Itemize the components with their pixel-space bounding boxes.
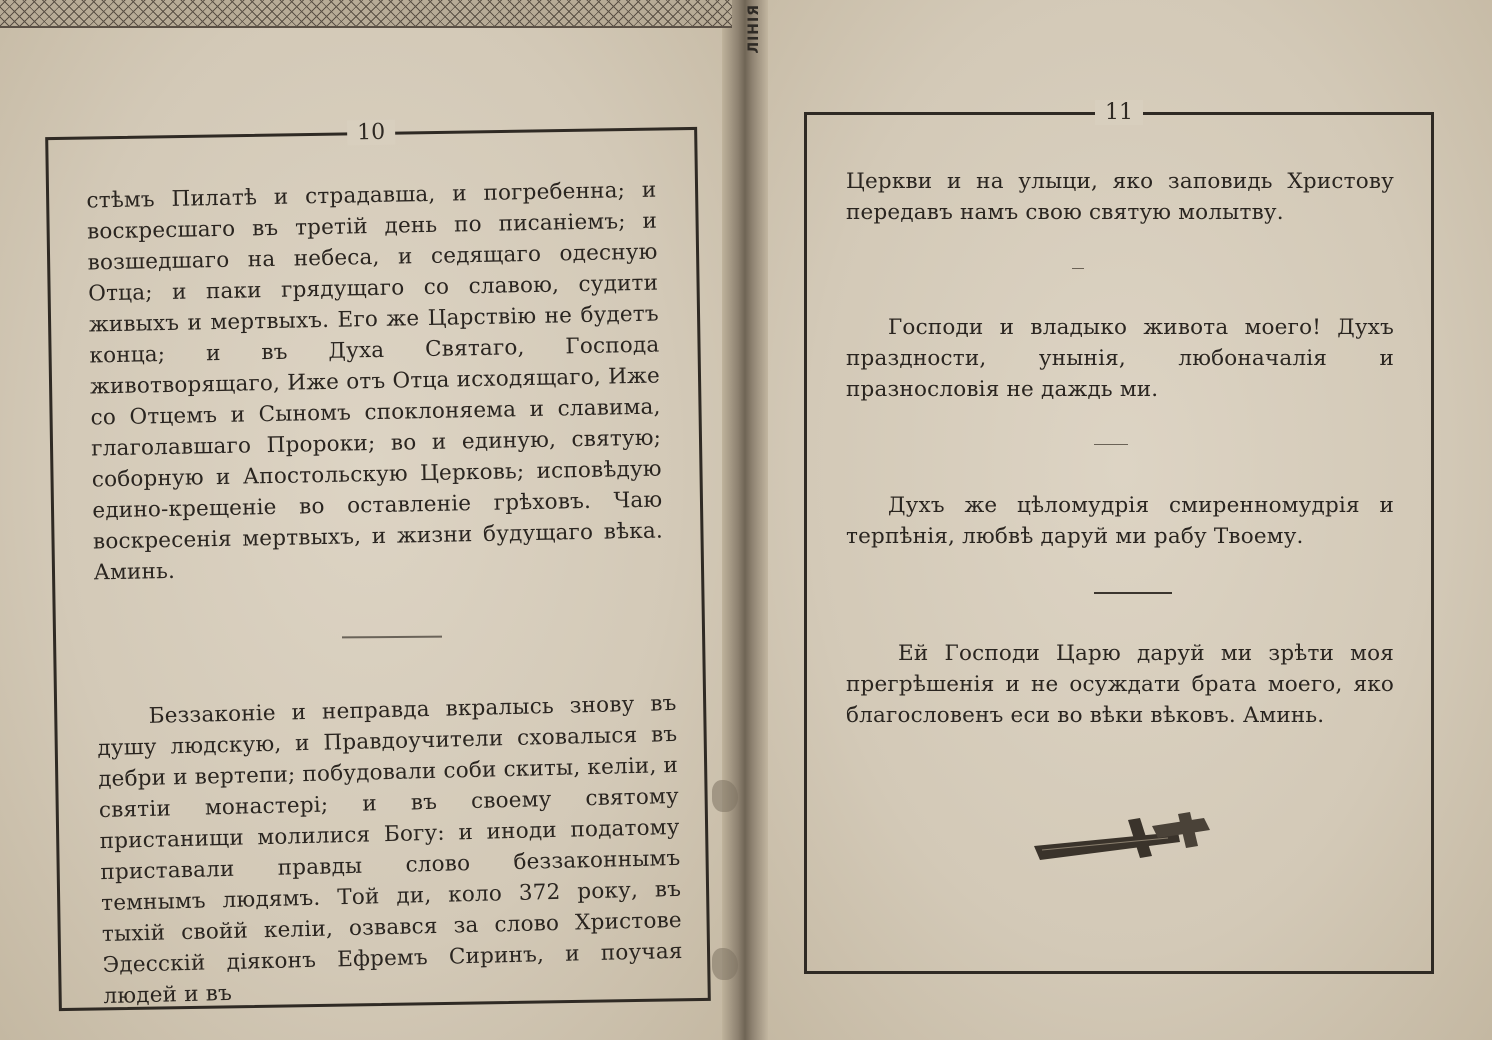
cross-icon xyxy=(1028,806,1218,868)
spine-label: ЛІНІЯ xyxy=(746,4,762,54)
right-paragraph-4: Ей Господи Царю даруй ми зрѣти моя прегрѣшенія и не осуждати брата моего, яко благословенъ еси во вѣки вѣковъ. Аминь. xyxy=(846,641,1394,728)
right-paragraph-1: Церкви и на улыци, яко заповидь Христову передавъ намъ свою святую молытву. xyxy=(846,169,1394,225)
binding-tear xyxy=(712,948,738,980)
right-paragraph-3: Духъ же цѣломудрія смиренномудрія и терпѣнія, любвѣ даруй ми рабу Твоему. xyxy=(846,493,1394,549)
right-paragraph-2: Господи и владыко живота моего! Духъ праздности, унынія, любоначалія и празнословія не даждь ми. xyxy=(846,315,1394,402)
section-divider-right xyxy=(1094,592,1172,594)
page-number-right: 11 xyxy=(1095,100,1143,125)
decorative-border-strip xyxy=(0,0,732,28)
book-gutter xyxy=(722,0,768,1040)
section-divider-mark xyxy=(1072,268,1084,269)
section-divider-mark xyxy=(1094,444,1128,445)
page-number-left: 10 xyxy=(347,120,395,146)
left-paragraph-2: Беззаконіе и неправда вкралысь знову въ душу людскую, и Правдоучители сховалыся въ дебри и вертепи; побудовали соби скиты, келіи, и святіи монастері; и въ своему святому пристанищи молилися Богу: и иноди податому приставали правды слово беззаконнымъ темнымъ людямъ. Той ди, коло 372 року, въ тыхій свойй келіи, озвався за слово Христове Эдесскій діяконъ Ефремъ Сиринъ, и поучая людей и въ xyxy=(97,690,683,1010)
left-paragraph-1: стѣмъ Пилатѣ и страдавша, и погребенна; и воскресшаго въ третій день по писаніемъ; и возшедшаго на небеса, и седящаго одесную Отца; и паки грядущаго со славою, судити живыхъ и мертвыхъ. Его же Царствію не будетъ конца; и въ Духа Святаго, Господа животворящаго, Иже отъ Отца исходящаго, Иже со Отцемъ и Сыномъ споклоняема и славима, глаголавшаго Пророки; во и единую, святую; соборную и Апостольскую Церковь; исповѣдую едино-крещеніе во оставленіе грѣховъ. Чаю воскресенія мертвыхъ, и жизни будущаго вѣка. Аминь. xyxy=(86,177,664,586)
binding-tear xyxy=(712,780,738,812)
